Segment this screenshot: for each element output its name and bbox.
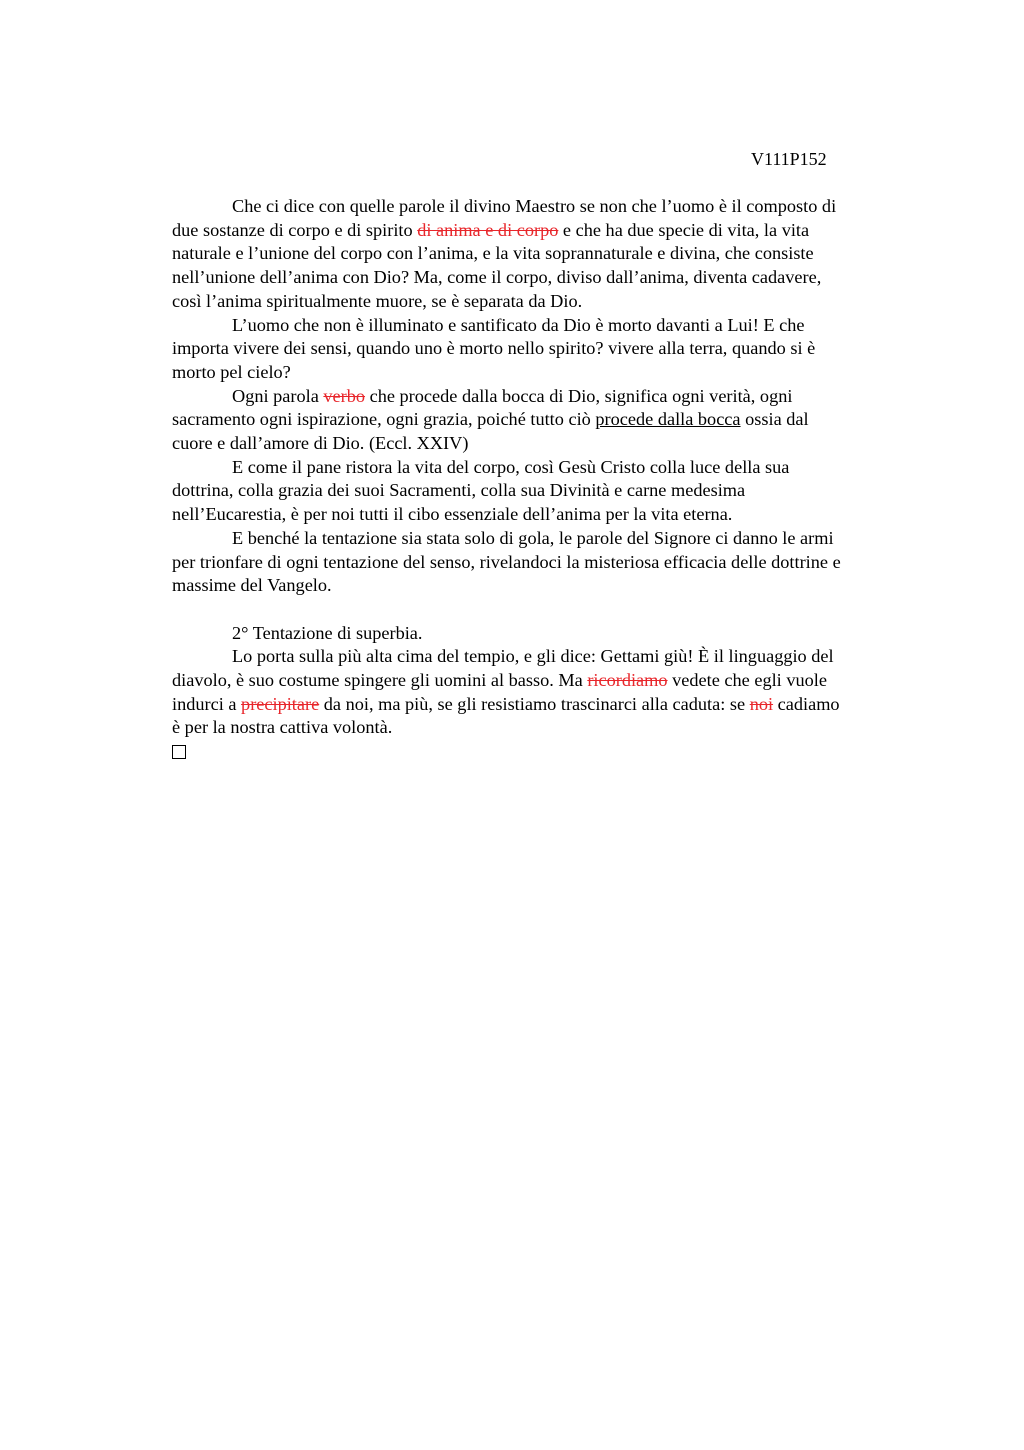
line: dottrina, colla grazia dei suoi Sacramenti, colla sua Divinità e carne medesima: [172, 480, 746, 501]
paragraph-3: [172, 385, 932, 456]
line: E come il pane ristora la vita del corpo, così Gesù Cristo colla luce della sua: [232, 456, 790, 477]
page-identifier: V111P152: [751, 149, 827, 169]
line: L’uomo che non è illuminato e santificato da Dio è morto davanti a Lui! E che: [232, 314, 805, 335]
line: massime del Vangelo.: [172, 575, 332, 596]
line: nell’unione dell’anima con Dio? Ma, come il corpo, diviso dall’anima, diventa cadavere,: [172, 267, 822, 288]
line: E benché la tentazione sia stata solo di gola, le parole del Signore ci danno le armi: [232, 527, 834, 548]
line: Ogni parola verbo che procede dalla bocca di Dio, significa ogni verità, ogni: [232, 385, 793, 406]
paragraph-1: [172, 195, 932, 314]
deleted-text: noi: [749, 693, 774, 714]
checkbox-square-icon: [172, 740, 932, 766]
line: due sostanze di corpo e di spirito di anima e di corpo e che ha due specie di vita, la vita: [172, 219, 810, 240]
paragraph-4: [172, 456, 932, 527]
document-body: [172, 195, 932, 766]
line: indurci a precipitare da noi, ma più, se gli resistiamo trascinarci alla caduta: se noi cadiamo: [172, 693, 840, 714]
section-heading: 2° Tentazione di superbia.: [232, 622, 423, 643]
line: è per la nostra cattiva volontà.: [172, 717, 393, 738]
line: così l’anima spiritualmente muore, se è separata da Dio.: [172, 290, 583, 311]
line: Che ci dice con quelle parole il divino Maestro se non che l’uomo è il composto di: [232, 196, 837, 216]
line: Lo porta sulla più alta cima del tempio, e gli dice: Gettami giù! È il linguaggio del: [232, 646, 834, 667]
line: nell’Eucarestia, è per noi tutti il cibo essenziale dell’anima per la vita eterna.: [172, 504, 733, 525]
underlined-text: procede dalla bocca: [595, 409, 741, 430]
deleted-text: verbo: [323, 385, 366, 406]
line: naturale e l’unione del corpo con l’anima, e la vita soprannaturale e divina, che consiste: [172, 243, 814, 264]
deleted-text: ricordiamo: [587, 670, 668, 691]
deleted-text: di anima e di corpo: [417, 219, 559, 240]
paragraph-2: [172, 314, 932, 385]
line: importa vivere dei sensi, quando uno è morto nello spirito? vivere alla terra, quando si è: [172, 338, 816, 359]
line: sacramento ogni ispirazione, ogni grazia, poiché tutto ciò procede dalla bocca ossia dal: [172, 409, 809, 430]
line: morto pel cielo?: [172, 361, 291, 382]
line: diavolo, è suo costume spingere gli uomini al basso. Ma ricordiamo vedete che egli vuole: [172, 670, 827, 691]
paragraph-5: [172, 527, 932, 598]
deleted-text: precipitare: [241, 693, 320, 714]
line: cuore e dall’amore di Dio. (Eccl. XXIV): [172, 433, 469, 454]
line: per trionfare di ogni tentazione del senso, rivelandoci la misteriosa efficacia delle dottrine e: [172, 551, 841, 572]
paragraph-6: [172, 645, 932, 740]
